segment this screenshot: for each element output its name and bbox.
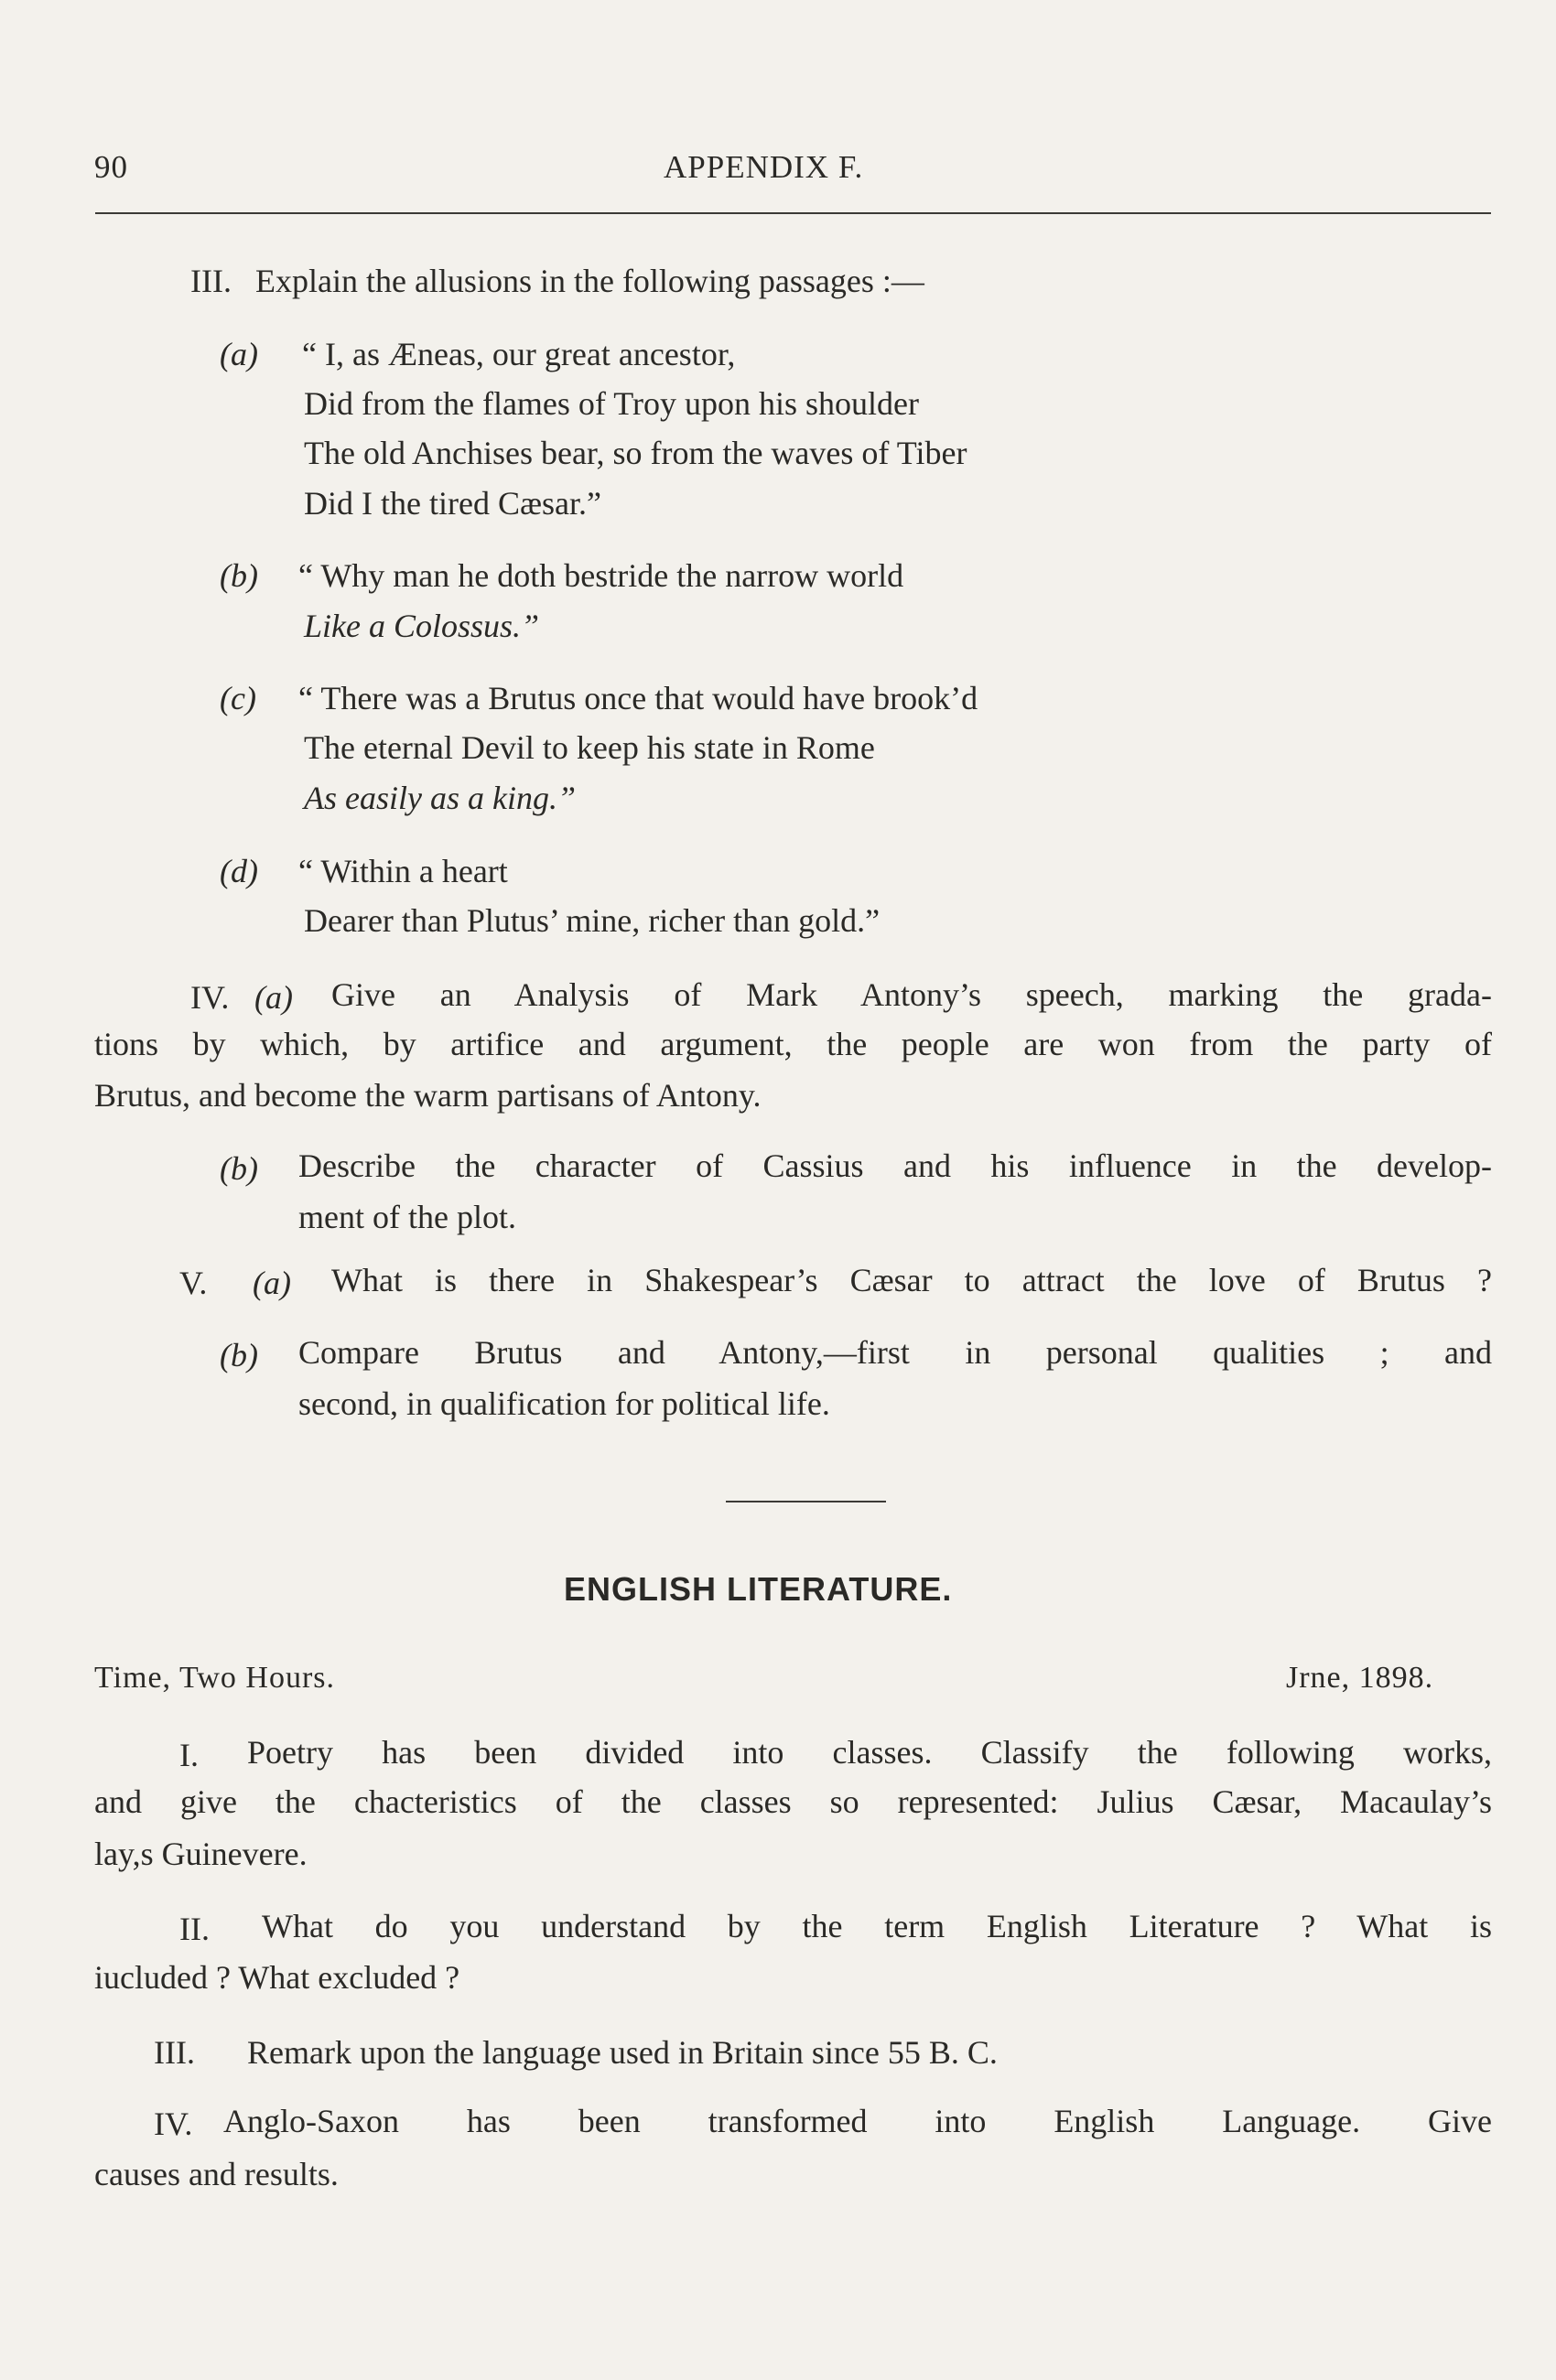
exam-date: Jrne, 1898. — [1286, 1661, 1434, 1695]
question-text: Explain the allusions in the following passages :— — [255, 263, 924, 299]
question-text-line: Poetry has been divided into classes. Classify the following works, — [247, 1734, 1492, 1771]
question-number: IV. — [154, 2105, 193, 2142]
question-text-line: ment of the plot. — [298, 1199, 516, 1235]
section-divider — [726, 1501, 886, 1502]
question-text-line: iucluded ? What excluded ? — [94, 1959, 460, 1996]
header-rule — [95, 212, 1491, 214]
question-text-line: Remark upon the language used in Britain since 55 B. C. — [247, 2034, 998, 2071]
question-number: I. — [179, 1737, 199, 1773]
subquestion-label: (c) — [220, 680, 256, 716]
question-text-line: Brutus, and become the warm partisans of Antony. — [94, 1077, 762, 1114]
subquestion-label: (d) — [220, 853, 258, 889]
quote-line: As easily as a king.” — [304, 780, 576, 816]
subquestion-label: (b) — [220, 1337, 258, 1373]
question-number: III. — [154, 2034, 195, 2071]
question-text-line: tions by which, by artifice and argument, the people are won from the party of — [94, 1026, 1492, 1062]
quote-line: Dearer than Plutus’ mine, richer than gold.” — [304, 902, 881, 939]
question-text-line: What is there in Shakespear’s Cæsar to attract the love of Brutus ? — [331, 1262, 1492, 1298]
quote-line: The eternal Devil to keep his state in Rome — [304, 729, 875, 766]
question-number: II. — [179, 1911, 210, 1947]
page-number: 90 — [94, 149, 128, 185]
question-text-line: What do you understand by the term English Literature ? What is — [262, 1908, 1492, 1944]
quote-line: Did from the flames of Troy upon his shoulder — [304, 385, 919, 422]
quote-line: “ There was a Brutus once that would have brook’d — [298, 680, 978, 716]
quote-line: Like a Colossus.” — [304, 608, 540, 644]
question-text-line: Compare Brutus and Antony,—first in personal qualities ; and — [298, 1334, 1492, 1371]
question-number: V. — [179, 1265, 208, 1301]
question-text-line: Give an Analysis of Mark Antony’s speech, marking the grada- — [331, 976, 1492, 1013]
quote-line: “ Why man he doth bestride the narrow world — [298, 557, 904, 594]
question-text-line: Anglo-Saxon has been transformed into English Language. Give — [223, 2103, 1492, 2139]
subquestion-label: (a) — [220, 336, 258, 372]
question-number: IV. — [190, 979, 230, 1016]
question-text-line: Describe the character of Cassius and his influence in the develop- — [298, 1147, 1492, 1184]
running-title: APPENDIX F. — [664, 149, 864, 185]
question-text-line: second, in qualification for political life. — [298, 1385, 830, 1422]
section-title: ENGLISH LITERATURE. — [564, 1570, 953, 1608]
subquestion-label: (b) — [220, 1150, 258, 1187]
subquestion-label: (a) — [253, 1265, 291, 1301]
exam-time: Time, Two Hours. — [94, 1661, 335, 1695]
subquestion-label: (a) — [254, 979, 293, 1016]
question-text-line: causes and results. — [94, 2156, 339, 2192]
question-text-line: lay,s Guinevere. — [94, 1836, 308, 1872]
quote-line: “ Within a heart — [298, 853, 508, 889]
question-number: III. — [190, 263, 232, 299]
quote-line: Did I the tired Cæsar.” — [304, 485, 601, 522]
quote-line: “ I, as Æneas, our great ancestor, — [302, 336, 736, 372]
question-text-line: and give the chacteristics of the classes so represented: Julius Cæsar, Macaulay’s — [94, 1783, 1492, 1820]
quote-line: The old Anchises bear, so from the waves of Tiber — [304, 435, 967, 471]
subquestion-label: (b) — [220, 557, 258, 594]
